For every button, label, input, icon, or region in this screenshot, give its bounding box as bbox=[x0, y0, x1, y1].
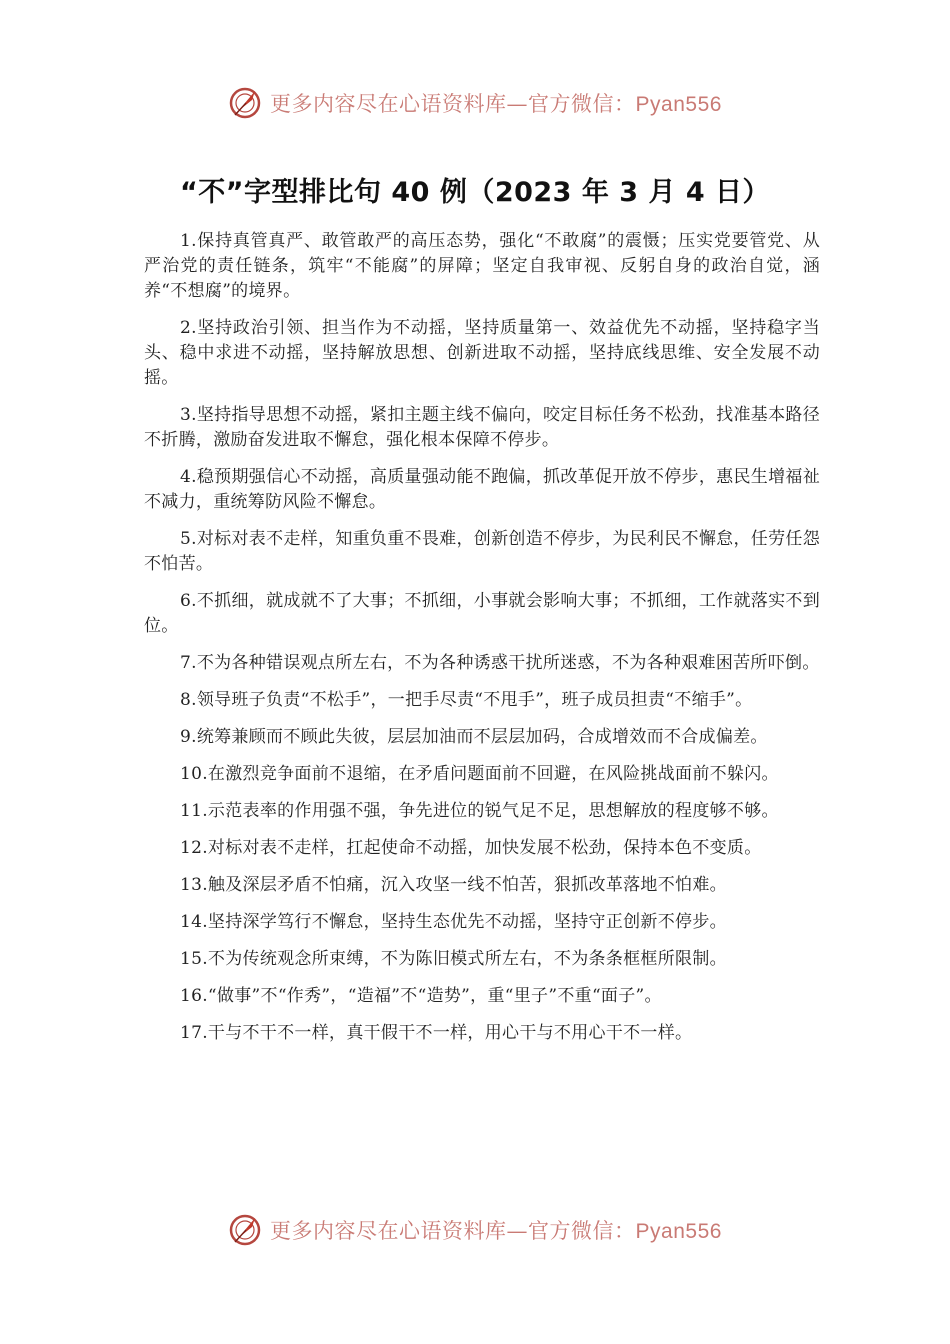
list-item: 11.示范表率的作用强不强，争先进位的锐气足不足，思想解放的程度够不够。 bbox=[180, 801, 779, 821]
footer-watermark bbox=[0, 1208, 950, 1252]
list-item: 5.对标对表不走样，知重负重不畏难，创新创造不停步，为民利民不懈怠，任劳任怨不怕苦。 bbox=[144, 529, 820, 574]
list-item: 14.坚持深学笃行不懈怠，坚持生态优先不动摇，坚持守正创新不停步。 bbox=[180, 912, 727, 932]
list-item: 7.不为各种错误观点所左右，不为各种诱惑干扰所迷惑，不为各种艰难困苦所吓倒。 bbox=[180, 653, 820, 673]
list-item: 13.触及深层矛盾不怕痛，沉入攻坚一线不怕苦，狠抓改革落地不怕难。 bbox=[180, 875, 727, 895]
header-watermark bbox=[0, 81, 950, 125]
list-item: 9.统筹兼顾而不顾此失彼，层层加油而不层层加码，合成增效而不合成偏差。 bbox=[180, 727, 768, 747]
list-item: 1.保持真管真严、敢管敢严的高压态势，强化“不敢腐”的震慑；压实党要管党、从严治党的责任链条，筑牢“不能腐”的屏障；坚定自我审视、反躬自身的政治自觉，涵养“不想腐”的境界。 bbox=[144, 231, 820, 301]
list-item: 12.对标对表不走样，扛起使命不动摇，加快发展不松劲，保持本色不变质。 bbox=[180, 838, 762, 858]
list-item: 17.干与不干不一样，真干假干不一样，用心干与不用心干不一样。 bbox=[180, 1023, 693, 1043]
watermark-text: 更多内容尽在心语资料库—官方微信：Pyan556 bbox=[270, 92, 722, 116]
list-item: 15.不为传统观念所束缚，不为陈旧模式所左右，不为条条框框所限制。 bbox=[180, 949, 727, 969]
list-item: 3.坚持指导思想不动摇，紧扣主题主线不偏向，咬定目标任务不松劲，找准基本路径不折腾，激励奋发进取不懈怠，强化根本保障不停步。 bbox=[144, 405, 820, 450]
list-item: 2.坚持政治引领、担当作为不动摇，坚持质量第一、效益优先不动摇，坚持稳字当头、稳中求进不动摇，坚持解放思想、创新进取不动摇，坚持底线思维、安全发展不动摇。 bbox=[144, 318, 820, 388]
list-item: 4.稳预期强信心不动摇，高质量强动能不跑偏，抓改革促开放不停步，惠民生增福祉不减力，重统筹防风险不懈怠。 bbox=[144, 467, 820, 512]
quill-logo-icon bbox=[228, 86, 262, 120]
list-item: 8.领导班子负责“不松手”，一把手尽责“不甩手”，班子成员担责“不缩手”。 bbox=[180, 690, 753, 710]
watermark-text: 更多内容尽在心语资料库—官方微信：Pyan556 bbox=[270, 1219, 722, 1243]
list-item: 16.“做事”不“作秀”，“造福”不“造势”，重“里子”不重“面子”。 bbox=[180, 986, 662, 1006]
document-body bbox=[144, 229, 820, 1058]
list-item: 10.在激烈竞争面前不退缩，在矛盾问题面前不回避，在风险挑战面前不躲闪。 bbox=[180, 764, 779, 784]
document-title: “不”字型排比句 40 例（2023 年 3 月 4 日） bbox=[179, 177, 771, 208]
list-item: 6.不抓细，就成就不了大事；不抓细，小事就会影响大事；不抓细，工作就落实不到位。 bbox=[144, 591, 820, 636]
quill-logo-icon bbox=[228, 1213, 262, 1247]
